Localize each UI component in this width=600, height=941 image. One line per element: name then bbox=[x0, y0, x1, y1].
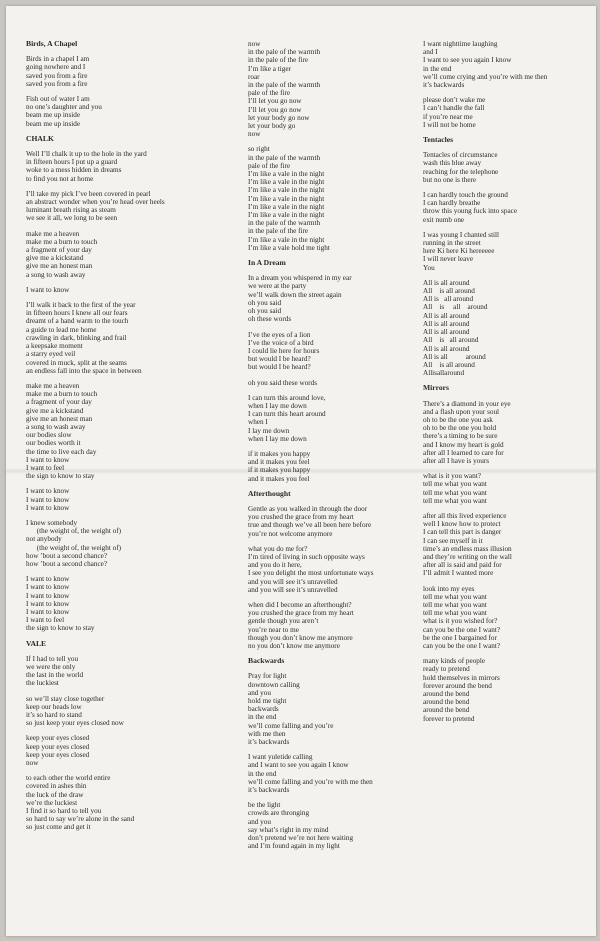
verse-line: All is all around bbox=[423, 319, 470, 328]
verse-line: now bbox=[26, 759, 39, 768]
verse-line: All is all around bbox=[423, 303, 488, 312]
verse-line: but no one is there bbox=[423, 175, 477, 184]
verse-line: give me an honest man bbox=[26, 262, 93, 271]
verse-line: around the bend bbox=[423, 698, 470, 707]
verse-line: (the weight of, the weight of) bbox=[26, 527, 122, 536]
column-middle bbox=[248, 40, 428, 857]
verse-line: let your body go now bbox=[248, 113, 310, 122]
verse-line: forever around the bend bbox=[423, 681, 492, 690]
verse-line: Gentle as you walked in through the door bbox=[248, 504, 368, 513]
verse-line: hold themselves in mirrors bbox=[423, 673, 500, 682]
verse-line: I find it so hard to tell you bbox=[26, 807, 102, 816]
stanza bbox=[248, 505, 428, 538]
stanza bbox=[423, 96, 600, 129]
verse-line: now bbox=[248, 130, 261, 139]
verse-line: beam me up inside bbox=[26, 119, 81, 128]
verse-line: (the weight of, the weight of) bbox=[26, 543, 122, 552]
column-right bbox=[423, 40, 600, 730]
verse-line: let your body go bbox=[248, 122, 296, 131]
stanza bbox=[248, 601, 428, 650]
verse-line: I’ve the voice of a bird bbox=[248, 338, 314, 347]
verse-line: give me a kickstand bbox=[26, 406, 84, 415]
verse-line: it’s backwards bbox=[248, 786, 290, 795]
verse-line: after all is said and paid for bbox=[423, 561, 502, 570]
verse-line: pale of the fire bbox=[248, 161, 291, 170]
verse-line: after all I have is yours bbox=[423, 456, 490, 465]
verse-line: here Ki here Ki hereeeee bbox=[423, 247, 495, 256]
verse-line: to find you not at home bbox=[26, 174, 94, 183]
verse-line: I’ll take my pick I’ve been covered in pearl bbox=[26, 189, 151, 198]
verse-line: don’t pretend we’re not here waiting bbox=[248, 834, 354, 843]
verse-line: All is all around bbox=[423, 295, 474, 304]
verse-line: we’re the luckiest bbox=[26, 798, 78, 807]
poem-title: CHALK bbox=[26, 133, 54, 143]
verse-line: All is all around bbox=[423, 287, 475, 296]
verse-line: oh you said bbox=[248, 307, 282, 316]
verse-line: if it makes you happy bbox=[248, 449, 311, 458]
verse-line: how ’bout a second chance? bbox=[26, 559, 108, 568]
verse-line: wash this blue away bbox=[423, 159, 482, 168]
verse-line: oh to be the one you hold bbox=[423, 424, 497, 433]
verse-line: covered in ashes thin bbox=[26, 782, 87, 791]
verse-line: you’re near to me bbox=[248, 625, 299, 634]
stanza bbox=[26, 519, 206, 568]
verse-line: so we’ll stay close together bbox=[26, 694, 105, 703]
verse-line: dreamt of a hand warm to the touch bbox=[26, 317, 129, 326]
verse-line: gentle though you aren’t bbox=[248, 617, 319, 626]
verse-line: and it makes you feel bbox=[248, 458, 310, 467]
stanza bbox=[26, 575, 206, 632]
verse-line: true and though we’ve all been here before bbox=[248, 521, 372, 530]
verse-line: we’ll come falling and you’re bbox=[248, 721, 334, 730]
verse-line: and they’re writing on the wall bbox=[423, 552, 512, 561]
verse-line: There’s a diamond in your eye bbox=[423, 399, 511, 408]
verse-line: when did I become an afterthought? bbox=[248, 600, 352, 609]
verse-line: I’ll let you go now bbox=[248, 97, 302, 106]
verse-line: I’m tired of living in such opposite ways bbox=[248, 552, 365, 561]
verse-line: we were the only bbox=[26, 663, 76, 671]
poem-title: Birds, A Chapel bbox=[26, 39, 78, 48]
verse-line: I will not be home bbox=[423, 120, 476, 129]
verse-line: after all this lived experience bbox=[423, 511, 507, 520]
verse-line: but would I be heard? bbox=[248, 355, 311, 364]
verse-line: and you bbox=[248, 817, 271, 826]
verse-line: make me a heaven bbox=[26, 229, 80, 238]
verse-line: I’m like a vale in the night bbox=[248, 186, 325, 195]
verse-line: a fragment of your day bbox=[26, 398, 92, 407]
verse-line: the time to live each day bbox=[26, 447, 97, 456]
verse-line: a starry eyed veil bbox=[26, 350, 76, 359]
verse-line: how ’bout a second chance? bbox=[26, 551, 108, 560]
stanza bbox=[26, 734, 206, 767]
stanza bbox=[423, 279, 600, 377]
verse-line: Tentacles of circumstance bbox=[423, 151, 498, 160]
verse-line: an endless fall into the space in between bbox=[26, 366, 142, 375]
verse-line: I’ll let you go now bbox=[248, 105, 302, 114]
verse-line: we see it all, we long to be seen bbox=[26, 214, 118, 223]
verse-line: I’m like a vale in the night bbox=[248, 178, 325, 187]
verse-line: pale of the fire bbox=[248, 89, 291, 98]
stanza bbox=[248, 545, 428, 594]
verse-line: our bodies slow bbox=[26, 431, 72, 440]
stanza bbox=[26, 230, 206, 279]
verse-line: many kinds of people bbox=[423, 657, 486, 666]
verse-line: it’s so hard to stand bbox=[26, 711, 82, 720]
verse-line: I’m like a vale in the night bbox=[248, 202, 325, 211]
verse-line: a song to wash away bbox=[26, 270, 86, 279]
verse-line: well I know how to protect bbox=[423, 520, 501, 529]
verse-line: a fragment of your day bbox=[26, 246, 92, 255]
verse-line: I’m like a tiger bbox=[248, 64, 291, 73]
verse-line: I’m like a vale in the night bbox=[248, 170, 325, 179]
verse-line: be the one I bargained for bbox=[423, 633, 497, 642]
verse-line: if it makes you happy bbox=[248, 466, 311, 475]
verse-line: I want to know bbox=[26, 455, 70, 464]
verse-line: and you bbox=[248, 688, 271, 697]
printed-page bbox=[6, 6, 596, 936]
verse-line: tell me what you want bbox=[423, 480, 487, 489]
stanza bbox=[423, 657, 600, 723]
verse-line: an abstract wonder when you’re head over heels bbox=[26, 198, 165, 207]
verse-line: not anybody bbox=[26, 535, 62, 544]
verse-line: now bbox=[248, 40, 261, 48]
verse-line: tell me what you want bbox=[423, 496, 487, 505]
poem-title: Tentacles bbox=[423, 135, 454, 145]
verse-line: I want yuletide calling bbox=[248, 753, 313, 762]
verse-line: I want to know bbox=[26, 503, 70, 512]
verse-line: make me a burn to touch bbox=[26, 390, 98, 399]
verse-line: I’ll admit I wanted more bbox=[423, 569, 494, 578]
stanza bbox=[248, 379, 428, 387]
stanza bbox=[248, 450, 428, 483]
verse-line: tell me what you want bbox=[423, 592, 487, 601]
verse-line: the sign to know to stay bbox=[26, 624, 95, 633]
stanza bbox=[423, 512, 600, 578]
verse-line: I can tell this part is danger bbox=[423, 528, 502, 537]
verse-line: I’m like a vale in the night bbox=[248, 211, 325, 220]
verse-line: You bbox=[423, 263, 435, 272]
stanza bbox=[423, 191, 600, 224]
verse-line: and you do it here, bbox=[248, 561, 302, 570]
verse-line: backwards bbox=[248, 705, 279, 714]
verse-line: give me a kickstand bbox=[26, 254, 84, 263]
verse-line: I can turn this around love, bbox=[248, 393, 326, 402]
verse-line: All is all around bbox=[423, 344, 470, 353]
stanza bbox=[26, 382, 206, 480]
verse-line: I want to know bbox=[26, 583, 70, 592]
verse-line: in fifteen hours I knew all our fears bbox=[26, 309, 128, 318]
verse-line: woke to a mess hidden in dreams bbox=[26, 166, 122, 175]
verse-line: to each other the world entire bbox=[26, 774, 111, 783]
verse-line: in the end bbox=[248, 713, 277, 722]
stanza bbox=[248, 40, 428, 138]
stanza bbox=[26, 286, 206, 294]
verse-line: our bodies worth it bbox=[26, 439, 81, 448]
stanza bbox=[26, 190, 206, 223]
verse-line: a keepsake moment bbox=[26, 342, 83, 351]
verse-line: no you don’t know me anymore bbox=[248, 642, 340, 650]
verse-line: when I bbox=[248, 418, 268, 427]
verse-line: Birds in a chapel I am bbox=[26, 55, 90, 64]
verse-line: I can turn this heart around bbox=[248, 410, 326, 419]
verse-line: it’s backwards bbox=[423, 81, 465, 90]
verse-line: and you will see it’s unravelled bbox=[248, 585, 338, 594]
verse-line: All is all around bbox=[423, 360, 475, 369]
verse-line: after all I learned to care for bbox=[423, 448, 504, 457]
verse-line: and a flash upon your soul bbox=[423, 407, 500, 416]
verse-line: All is all around bbox=[423, 328, 470, 337]
verse-line: make me a burn to touch bbox=[26, 237, 98, 246]
poem-title: VALE bbox=[26, 638, 47, 648]
stanza bbox=[423, 231, 600, 272]
verse-line: the luck of the draw bbox=[26, 790, 84, 799]
poem-title: In A Dream bbox=[248, 258, 286, 268]
verse-line: I want nighttime laughing bbox=[423, 40, 498, 48]
stanza bbox=[26, 695, 206, 728]
verse-line: I’ll walk it back to the first of the year bbox=[26, 301, 136, 310]
verse-line: I’ve the eyes of a lion bbox=[248, 330, 311, 339]
verse-line: I lay me down bbox=[248, 426, 290, 435]
verse-line: and I bbox=[423, 48, 438, 57]
column-left bbox=[26, 40, 206, 839]
verse-line: when I lay me down bbox=[248, 401, 307, 410]
verse-line: I want to know bbox=[26, 495, 70, 504]
stanza bbox=[26, 774, 206, 831]
verse-line: roar bbox=[248, 72, 260, 81]
verse-line: I see you delight the most unfortunate ways bbox=[248, 569, 374, 578]
stanza bbox=[26, 487, 206, 512]
verse-line: Fish out of water I am bbox=[26, 95, 90, 104]
verse-line: please don’t wake me bbox=[423, 96, 486, 105]
stanza bbox=[248, 331, 428, 372]
verse-line: covered in muck, split at the seams bbox=[26, 358, 127, 367]
verse-line: Pray for light bbox=[248, 672, 287, 681]
verse-line: downtown calling bbox=[248, 680, 300, 689]
stanza bbox=[248, 145, 428, 252]
verse-line: time’s an endless mass illusion bbox=[423, 544, 512, 553]
verse-line: when I lay me down bbox=[248, 434, 307, 443]
verse-line: and you will see it’s unravelled bbox=[248, 577, 338, 586]
verse-line: keep our heads low bbox=[26, 702, 82, 711]
verse-line: I want to know bbox=[26, 575, 70, 584]
stanza bbox=[26, 95, 206, 128]
stanza bbox=[423, 400, 600, 466]
verse-line: the sign to know to stay bbox=[26, 472, 95, 481]
verse-line: and it makes you feel bbox=[248, 474, 310, 483]
stanza bbox=[423, 40, 600, 89]
verse-line: in the pale of the warmth bbox=[248, 81, 321, 90]
verse-line: I’m like a vale in the night bbox=[248, 235, 325, 244]
verse-line: I can see myself in it bbox=[423, 536, 483, 545]
verse-line: I’m like a vale in the night bbox=[248, 194, 325, 203]
verse-line: throw this young fuck into space bbox=[423, 207, 518, 216]
verse-line: I want to know bbox=[26, 607, 70, 616]
verse-line: you crushed the grace from my heart bbox=[248, 513, 354, 522]
verse-line: All is all around bbox=[423, 278, 470, 287]
verse-line: there’s a timing to be sure bbox=[423, 432, 498, 441]
stanza bbox=[423, 585, 600, 651]
verse-line: and I know my heart is gold bbox=[423, 440, 504, 449]
verse-line: the luckiest bbox=[26, 679, 59, 688]
verse-line: saved you from a fire bbox=[26, 71, 88, 80]
verse-line: can you be the one I want? bbox=[423, 625, 501, 634]
verse-line: give me an honest man bbox=[26, 414, 93, 423]
verse-line: All is all around bbox=[423, 336, 479, 345]
stanza bbox=[26, 301, 206, 375]
verse-line: I was young I chanted still bbox=[423, 230, 500, 239]
verse-line: keep your eyes closed bbox=[26, 742, 90, 751]
verse-line: crawling in dark, blinking and frail bbox=[26, 333, 127, 342]
verse-line: a guide to lead me home bbox=[26, 325, 97, 334]
verse-line: around the bend bbox=[423, 706, 470, 715]
poem-title: Backwards bbox=[248, 656, 285, 666]
verse-line: around the bend bbox=[423, 690, 470, 699]
verse-line: but would I be heard? bbox=[248, 363, 311, 372]
stanza bbox=[248, 394, 428, 443]
verse-line: it’s backwards bbox=[248, 738, 290, 747]
verse-line: going nowhere and I bbox=[26, 63, 86, 72]
verse-line: I want to know bbox=[26, 599, 70, 608]
verse-line: we were at the party bbox=[248, 282, 307, 291]
verse-line: keep your eyes closed bbox=[26, 734, 90, 743]
verse-line: I want to see you again I know bbox=[423, 56, 512, 65]
verse-line: in fifteen hours I put up a guard bbox=[26, 158, 118, 167]
verse-line: if you’re near me bbox=[423, 112, 473, 121]
verse-line: Allisallaround bbox=[423, 369, 465, 378]
verse-line: no one’s daughter and you bbox=[26, 103, 102, 112]
verse-line: make me a heaven bbox=[26, 381, 80, 390]
stanza bbox=[26, 55, 206, 88]
verse-line: what is it you wished for? bbox=[423, 617, 498, 626]
verse-line: I want to know bbox=[26, 487, 70, 496]
verse-line: oh you said these words bbox=[248, 378, 318, 387]
stanza bbox=[423, 472, 600, 505]
verse-line: in the pale of the fire bbox=[248, 227, 309, 236]
verse-line: tell me what you want bbox=[423, 609, 487, 618]
verse-line: tell me what you want bbox=[423, 600, 487, 609]
verse-line: running in the street bbox=[423, 239, 481, 248]
verse-line: beam me up inside bbox=[26, 111, 81, 120]
verse-line: the last in the world bbox=[26, 671, 84, 680]
verse-line: I knew somebody bbox=[26, 518, 78, 527]
verse-line: I’m like a vale hold me tight bbox=[248, 243, 330, 252]
verse-line: keep your eyes closed bbox=[26, 750, 90, 759]
verse-line: oh to be the one you ask bbox=[423, 415, 493, 424]
verse-line: I want to know bbox=[26, 591, 70, 600]
verse-line: oh these words bbox=[248, 315, 292, 324]
verse-line: in the end bbox=[248, 769, 277, 778]
verse-line: saved you from a fire bbox=[26, 79, 88, 88]
verse-line: oh you said bbox=[248, 298, 282, 307]
verse-line: ready to pretend bbox=[423, 665, 470, 674]
verse-line: I want to feel bbox=[26, 616, 65, 625]
verse-line: though you don’t know me anymore bbox=[248, 633, 353, 642]
stanza bbox=[248, 753, 428, 794]
poem-title: Afterthought bbox=[248, 488, 291, 498]
stanza bbox=[26, 655, 206, 688]
verse-line: I want to feel bbox=[26, 463, 65, 472]
verse-line: in the pale of the warmth bbox=[248, 48, 321, 57]
verse-line: we’ll come falling and you’re with me then bbox=[248, 777, 373, 786]
verse-line: luminant breath rising as steam bbox=[26, 206, 116, 215]
verse-line: I can hardly breathe bbox=[423, 199, 481, 208]
verse-line: I will never leave bbox=[423, 255, 474, 264]
verse-line: can you be the one I want? bbox=[423, 642, 501, 650]
verse-line: If I had to tell you bbox=[26, 654, 79, 663]
stanza bbox=[248, 274, 428, 323]
verse-line: we’ll walk down the street again bbox=[248, 290, 342, 299]
verse-line: in the pale of the warmth bbox=[248, 219, 321, 228]
verse-line: and I want to see you again I know bbox=[248, 761, 349, 770]
stanza bbox=[423, 151, 600, 184]
verse-line: what you do me for? bbox=[248, 544, 308, 553]
verse-line: I could lie here for hours bbox=[248, 346, 320, 355]
verse-line: in the end bbox=[423, 64, 452, 73]
verse-line: reaching for the telephone bbox=[423, 167, 499, 176]
verse-line: in the pale of the fire bbox=[248, 56, 309, 65]
verse-line: so right bbox=[248, 145, 270, 154]
verse-line: All is all around bbox=[423, 311, 470, 320]
verse-line: In a dream you whispered in my ear bbox=[248, 274, 352, 283]
verse-line: say what’s right in my mind bbox=[248, 825, 329, 834]
verse-line: exit numb one bbox=[423, 215, 465, 224]
verse-line: so just keep your eyes closed now bbox=[26, 719, 124, 728]
verse-line: Well I’ll chalk it up to the hole in the yard bbox=[26, 150, 147, 159]
verse-line: be the light bbox=[248, 801, 281, 810]
verse-line: I want to know bbox=[26, 285, 70, 294]
verse-line: crowds are thronging bbox=[248, 809, 310, 818]
stanza bbox=[248, 672, 428, 746]
verse-line: what is it you want? bbox=[423, 472, 481, 481]
verse-line: so hard to say we’re alone in the sand bbox=[26, 815, 135, 824]
verse-line: I can hardly touch the ground bbox=[423, 191, 508, 200]
verse-line: we’ll come crying and you’re with me then bbox=[423, 72, 548, 81]
verse-line: in the pale of the warmth bbox=[248, 153, 321, 162]
verse-line: All is all around bbox=[423, 352, 486, 361]
verse-line: tell me what you want bbox=[423, 488, 487, 497]
verse-line: with me then bbox=[248, 729, 286, 738]
stanza bbox=[26, 150, 206, 183]
verse-line: a song to wash away bbox=[26, 422, 86, 431]
verse-line: and I’m found again in my light bbox=[248, 842, 340, 851]
verse-line: so just come and get it bbox=[26, 823, 91, 832]
verse-line: you’re not welcome anymore bbox=[248, 529, 333, 538]
verse-line: I can’t handle the fall bbox=[423, 104, 485, 113]
verse-line: forever to pretend bbox=[423, 714, 475, 723]
verse-line: you crushed the grace from my heart bbox=[248, 609, 354, 618]
poem-title: Mirrors bbox=[423, 383, 450, 393]
verse-line: look into my eyes bbox=[423, 584, 475, 593]
stanza bbox=[248, 801, 428, 850]
verse-line: hold me tight bbox=[248, 697, 287, 706]
